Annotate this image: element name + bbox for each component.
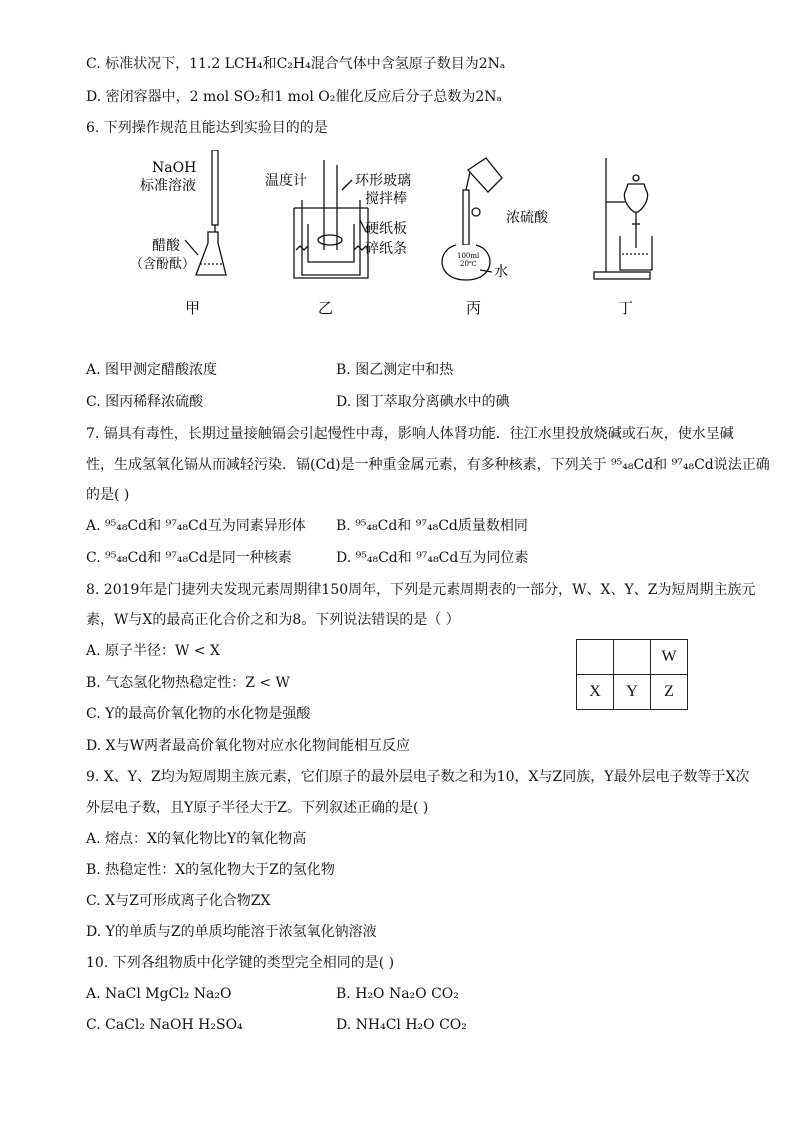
q10-option-c: C. CaCl₂ NaOH H₂SO₄ [86,1017,243,1033]
pt-cell-w: W [651,640,688,675]
q7-stem-1: 7. 镉具有毒性，长期过量接触镉会引起慢性中毒，影响人体肾功能．往江水里投放烧碱或石灰，使水呈碱 [86,426,734,442]
pt-cell-y: Y [614,675,651,710]
q6-figure [130,150,690,325]
q6-stem: 6. 下列操作规范且能达到实验目的的是 [86,120,328,136]
pt-cell-x: X [577,675,614,710]
jia-label-standard: 标准溶液 [140,178,196,194]
jia-label-acetic: 醋酸 [152,238,180,254]
bing-caption: 丙 [466,299,482,317]
q7-option-c: C. ⁹⁵₄₈Cd和 ⁹⁷₄₈Cd是同一种核素 [86,550,292,566]
yi-label-thermometer: 温度计 [265,173,307,189]
q9-stem-1: 9. X、Y、Z均为短周期主族元素，它们原子的最外层电子数之和为10，X与Z同族，Y最外层电子数等于X次 [86,769,750,785]
pt-cell-empty [614,640,651,675]
ding-caption: 丁 [618,299,634,317]
jia-caption: 甲 [185,299,201,317]
q7-stem-2: 性，生成氢氧化镉从而减轻污染．镉(Cd)是一种重金属元素，有多种核素，下列关于 ⁹⁵₄₈Cd和 ⁹⁷₄₈Cd说法正确 [86,457,770,473]
q7-option-a: A. ⁹⁵₄₈Cd和 ⁹⁷₄₈Cd互为同素异形体 [86,518,306,534]
apparatus-ding [594,158,652,279]
yi-label-ring: 环形玻璃 [355,173,411,189]
q7-stem-3: 的是( ) [86,487,130,503]
q6-option-d: D. 图丁萃取分离碘水中的碘 [336,394,510,410]
q8-option-b: B. 气态氢化物热稳定性：Z < W [86,675,290,691]
q9-stem-2: 外层电子数，且Y原子半径大于Z。下列叙述正确的是( ) [86,800,429,816]
yi-caption: 乙 [318,299,334,317]
q8-option-d: D. X与W两者最高价氧化物对应水化物间能相互反应 [86,738,410,754]
yi-label-stirrer: 搅拌棒 [365,191,407,207]
q10-stem: 10. 下列各组物质中化学键的类型完全相同的是( ) [86,955,395,971]
bing-flask-vol: 100ml [457,252,480,260]
q9-option-d: D. Y的单质与Z的单质均能溶于浓氢氧化钠溶液 [86,924,377,940]
jia-label-phenol: （含酚酞） [130,257,196,272]
bing-label-acid: 浓硫酸 [506,210,548,226]
q8-option-a: A. 原子半径：W < X [86,643,220,659]
pt-cell-z: Z [651,675,688,710]
jia-label-naoh: NaOH [152,160,197,176]
q10-option-d: D. NH₄Cl H₂O CO₂ [336,1017,467,1033]
q9-option-a: A. 熔点：X的氧化物比Y的氧化物高 [86,831,307,847]
yi-label-paper: 碎纸条 [365,241,407,257]
pt-cell-empty [577,640,614,675]
q10-option-b: B. H₂O Na₂O CO₂ [336,986,459,1002]
yi-label-cardboard: 硬纸板 [365,221,407,237]
q6-option-c: C. 图丙稀释浓硫酸 [86,394,204,410]
q10-option-a: A. NaCl MgCl₂ Na₂O [86,986,232,1002]
bing-flask-temp: 20℃ [460,260,477,268]
q6-option-b: B. 图乙测定中和热 [336,362,454,378]
q8-stem-2: 素，W与X的最高正化合价之和为8。下列说法错误的是（ ） [86,612,460,628]
q7-option-b: B. ⁹⁵₄₈Cd和 ⁹⁷₄₈Cd质量数相同 [336,518,528,534]
periodic-table-fragment [576,639,688,710]
q7-option-d: D. ⁹⁵₄₈Cd和 ⁹⁷₄₈Cd互为同位素 [336,550,529,566]
q5-option-c: C. 标准状况下，11.2 LCH₄和C₂H₄混合气体中含氢原子数目为2Nₐ [86,56,506,72]
q9-option-c: C. X与Z可形成离子化合物ZX [86,893,271,909]
q5-option-d: D. 密闭容器中，2 mol SO₂和1 mol O₂催化反应后分子总数为2Nₐ [86,89,502,105]
q6-option-a: A. 图甲测定醋酸浓度 [86,362,218,378]
bing-label-water: 水 [494,264,508,280]
q9-option-b: B. 热稳定性：X的氢化物大于Z的氢化物 [86,862,335,878]
q8-stem-1: 8. 2019年是门捷列夫发现元素周期律150周年，下列是元素周期表的一部分，W、X、Y、Z为短周期主族元 [86,582,756,598]
q8-option-c: C. Y的最高价氧化物的水化物是强酸 [86,706,311,722]
